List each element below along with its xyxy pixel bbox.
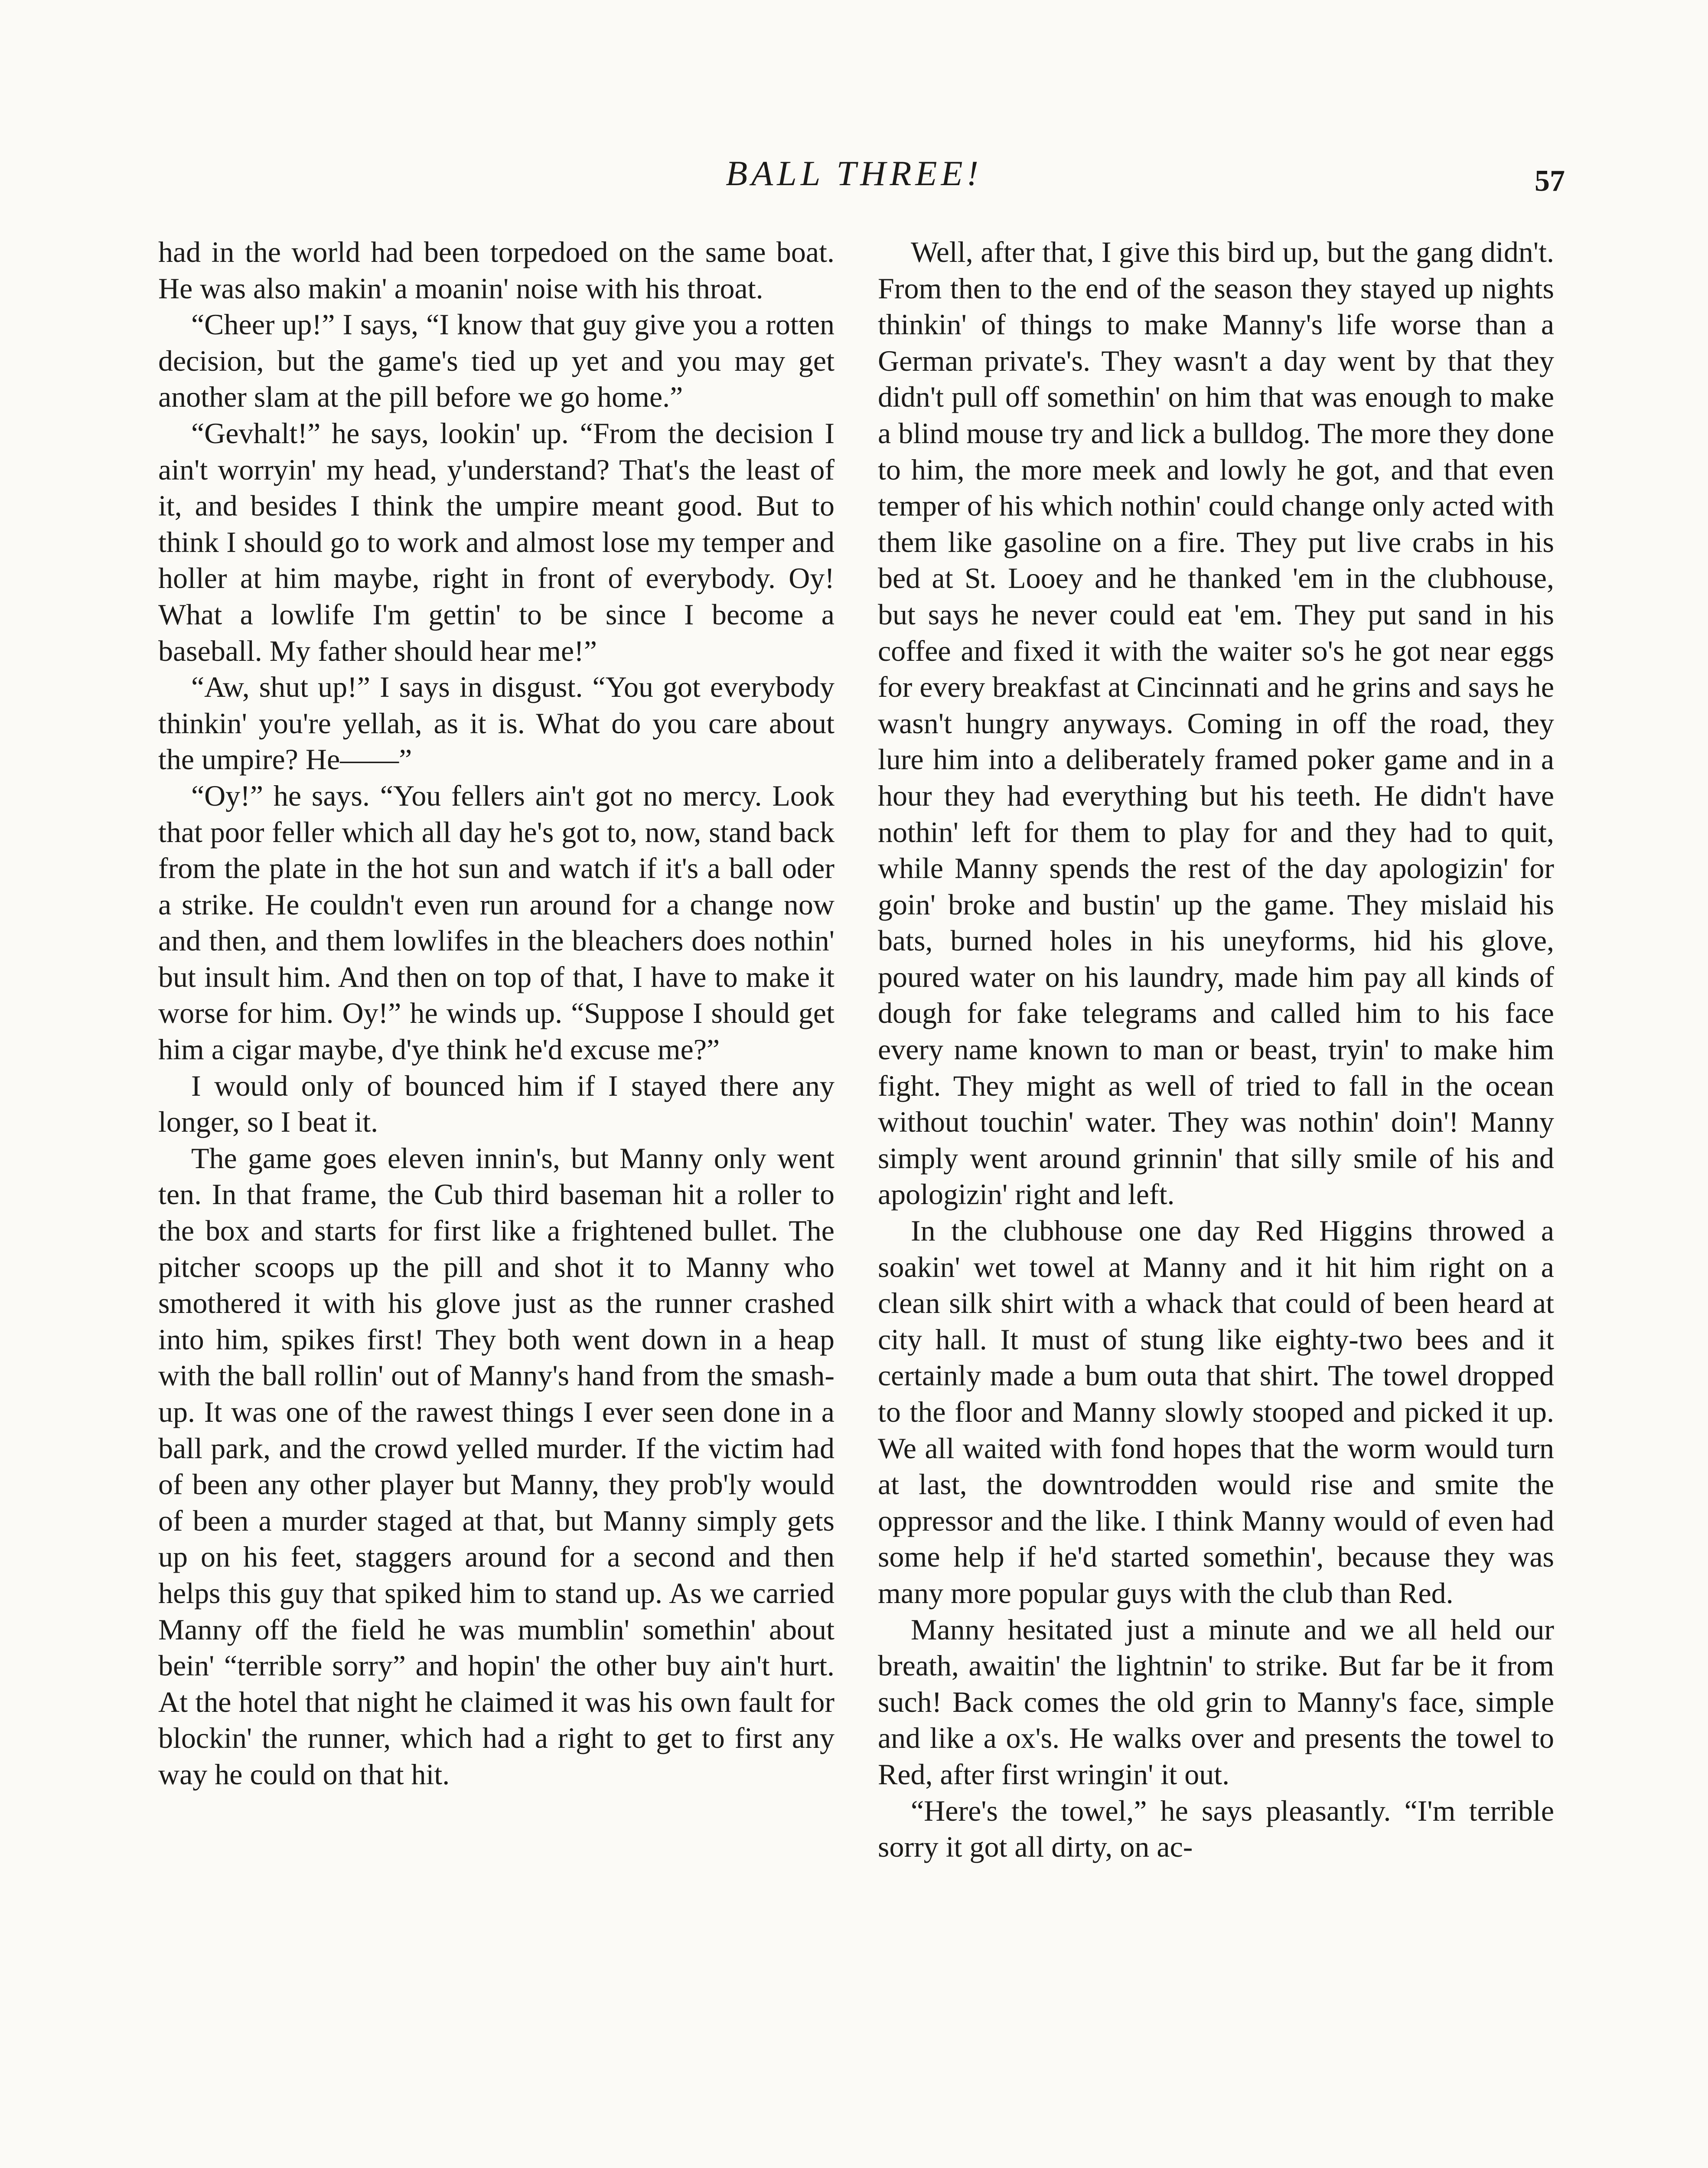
paragraph: “Aw, shut up!” I says in disgust. “You got everybody thinkin' you're yellah, as it is. What do you care about the umpire? He——” <box>158 670 834 776</box>
paragraph: In the clubhouse one day Red Higgins throwed a soakin' wet towel at Manny and it hit him right on a clean silk shirt with a whack that could of been heard at city hall. It must of stung like eighty-two bees and it certainly made a bum outa that shirt. The towel dropped to the floor and Manny slowly stooped and picked it up. We all waited with fond hopes that the worm would turn at last, the downtrodden would rise and smite the oppressor and the like. I think Manny would of even had some help if he'd started somethin', because they was many more popular guys with the club than Red. <box>878 1214 1554 1610</box>
paragraph: Manny hesitated just a minute and we all held our breath, awaitin' the lightnin' to strike. But far be it from such! Back comes the old grin to Manny's face, simple and like a ox's. He walks over and presents the towel to Red, after first wringin' it out. <box>878 1613 1554 1791</box>
paragraph: “Oy!” he says. “You fellers ain't got no mercy. Look that poor feller which all day he's got to, now, stand back from the plate in the hot sun and watch if it's a ball oder a strike. He couldn't even run around for a change now and then, and them lowlifes in the bleachers does nothin' but insult him. And then on top of that, I have to make it worse for him. Oy!” he winds up. “Suppose I should get him a cigar maybe, d'ye think he'd excuse me?” <box>158 779 834 1066</box>
running-title: BALL THREE! <box>726 153 982 193</box>
left-text-column <box>158 234 834 1793</box>
paragraph: I would only of bounced him if I stayed there any longer, so I beat it. <box>158 1069 834 1139</box>
paragraph: The game goes eleven innin's, but Manny only went ten. In that frame, the Cub third baseman hit a roller to the box and starts for first like a frightened bullet. The pitcher scoops up the pill and shot it to Manny who smothered it with his glove just as the runner crashed into him, spikes first! They both went down in a heap with the ball rollin' out of Manny's hand from the smash-up. It was one of the rawest things I ever seen done in a ball park, and the crowd yelled murder. If the victim had of been any other player but Manny, they prob'ly would of been a murder staged at that, but Manny simply gets up on his feet, staggers around for a second and then helps this guy that spiked him to stand up. As we carried Manny off the field he was mumblin' somethin' about bein' “terrible sorry” and hopin' the other buy ain't hurt. At the hotel that night he claimed it was his own fault for blockin' the runner, which had a right to get to first any way he could on that hit. <box>158 1141 834 1791</box>
right-text-column <box>878 234 1554 1865</box>
page-number: 57 <box>1535 164 1565 198</box>
paragraph: “Gevhalt!” he says, lookin' up. “From the decision I ain't worryin' my head, y'understand? That's the least of it, and besides I think the umpire meant good. But to think I should go to work and almost lose my temper and holler at him maybe, right in front of everybody. Oy! What a lowlife I'm gettin' to be since I become a baseball. My father should hear me!” <box>158 416 834 667</box>
paragraph: had in the world had been torpedoed on the same boat. He was also makin' a moanin' noise with his throat. <box>158 235 834 305</box>
paragraph: Well, after that, I give this bird up, but the gang didn't. From then to the end of the season they stayed up nights thinkin' of things to make Manny's life worse than a German private's. They wasn't a day went by that they didn't pull off somethin' on him that was enough to make a blind mouse try and lick a bulldog. The more they done to him, the more meek and lowly he got, and that even temper of his which nothin' could change only acted with them like gasoline on a fire. They put live crabs in his bed at St. Looey and he thanked 'em in the clubhouse, but says he never could eat 'em. They put sand in his coffee and fixed it with the waiter so's he got near eggs for every breakfast at Cincinnati and he grins and says he wasn't hungry anyways. Coming in off the road, they lure him into a deliberately framed poker game and in a hour they had everything but his teeth. He didn't have nothin' left for them to play for and they had to quit, while Manny spends the rest of the day apologizin' for goin' broke and bustin' up the game. They mislaid his bats, burned holes in his uneyforms, hid his glove, poured water on his laundry, made him pay all kinds of dough for fake telegrams and called him to his face every name known to man or beast, tryin' to make him fight. They might as well of tried to fall in the ocean without touchin' water. They was nothin' doin'! Manny simply went around grinnin' that silly smile of his and apologizin' right and left. <box>878 235 1554 1211</box>
paragraph: “Here's the towel,” he says pleasantly. “I'm terrible sorry it got all dirty, on ac- <box>878 1794 1554 1864</box>
paragraph: “Cheer up!” I says, “I know that guy give you a rotten decision, but the game's tied up yet and you may get another slam at the pill before we go home.” <box>158 308 834 414</box>
